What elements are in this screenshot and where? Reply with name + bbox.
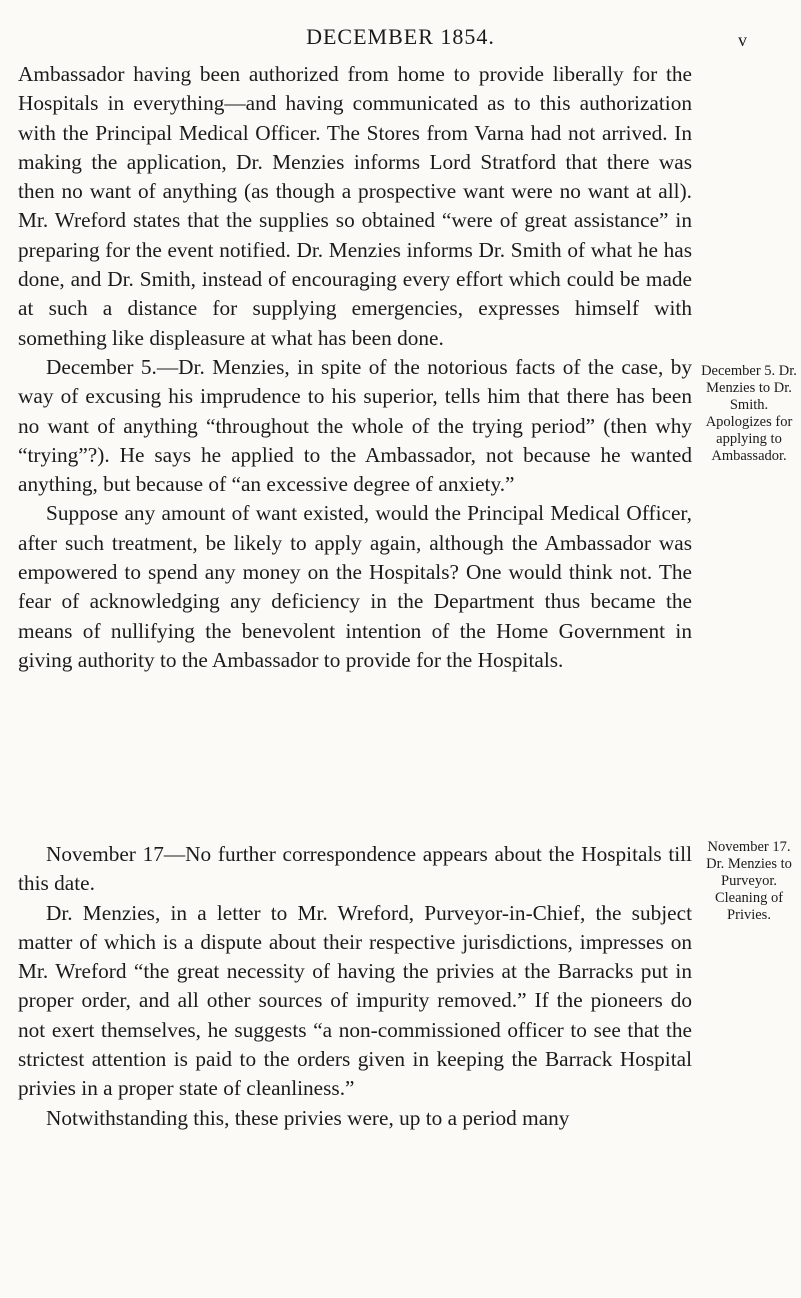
paragraph-4: November 17—No further correspondence appears about the Hospitals till this date. [18,842,692,896]
paragraph-2: December 5.—Dr. Menzies, in spite of the notorious facts of the case, by way of excusing his imprudence to his superior, tells him that there has been no want of anything “throughout the whole of the trying period” (then why “trying”?). He says he applied to the Ambassador, not because he wanted anything, but because of “an excessive degree of anxiety.” [18,354,692,497]
body-block-1 [18,60,692,675]
paragraph-6: Notwithstanding this, these privies were, up to a period many [46,1105,570,1130]
paragraph-5: Dr. Menzies, in a letter to Mr. Wreford, Purveyor-in-Chief, the subject matter of which is a dispute about their respective jurisdictions, impresses on Mr. Wreford “the great necessity of having the privies at the Barracks put in proper order, and all other sources of impurity removed.” If the pioneers do not exert themselves, he suggests “a non-commissioned officer to see that the strictest attention is paid to the orders given in keeping the Barrack Hospital privies in a proper state of cleanliness.” [18,900,692,1101]
margin-note-1: December 5. Dr. Menzies to Dr. Smith. Apologizes for applying to Ambassador. [701,363,797,464]
running-head: DECEMBER 1854. [306,24,495,49]
body-block-2 [18,840,692,1133]
page-number: v [738,30,747,50]
paragraph-3: Suppose any amount of want existed, would the Principal Medical Officer, after such treatment, be likely to apply again, although the Ambassador was empowered to spend any money on the Hospitals? One would think not. The fear of acknowledging any deficiency in the Department thus became the means of nullifying the benevolent intention of the Home Government in giving authority to the Ambassador to provide for the Hospitals. [18,501,692,672]
margin-note-2: November 17. Dr. Menzies to Purveyor. Cleaning of Privies. [706,839,792,923]
paragraph-1: Ambassador having been authorized from home to provide liberally for the Hospitals in everything—and having communicated as to this authorization with the Principal Medical Officer. The Stores from Varna had not arrived. In making the application, Dr. Menzies informs Lord Stratford that there was then no want of anything (as though a prospective want were no want at all). Mr. Wreford states that the supplies so obtained “were of great assistance” in preparing for the event notified. Dr. Menzies informs Dr. Smith of what he has done, and Dr. Smith, instead of encouraging every effort which could be made at such a distance for supplying emergencies, expresses himself with something like displeasure at what has been done. [18,62,692,350]
